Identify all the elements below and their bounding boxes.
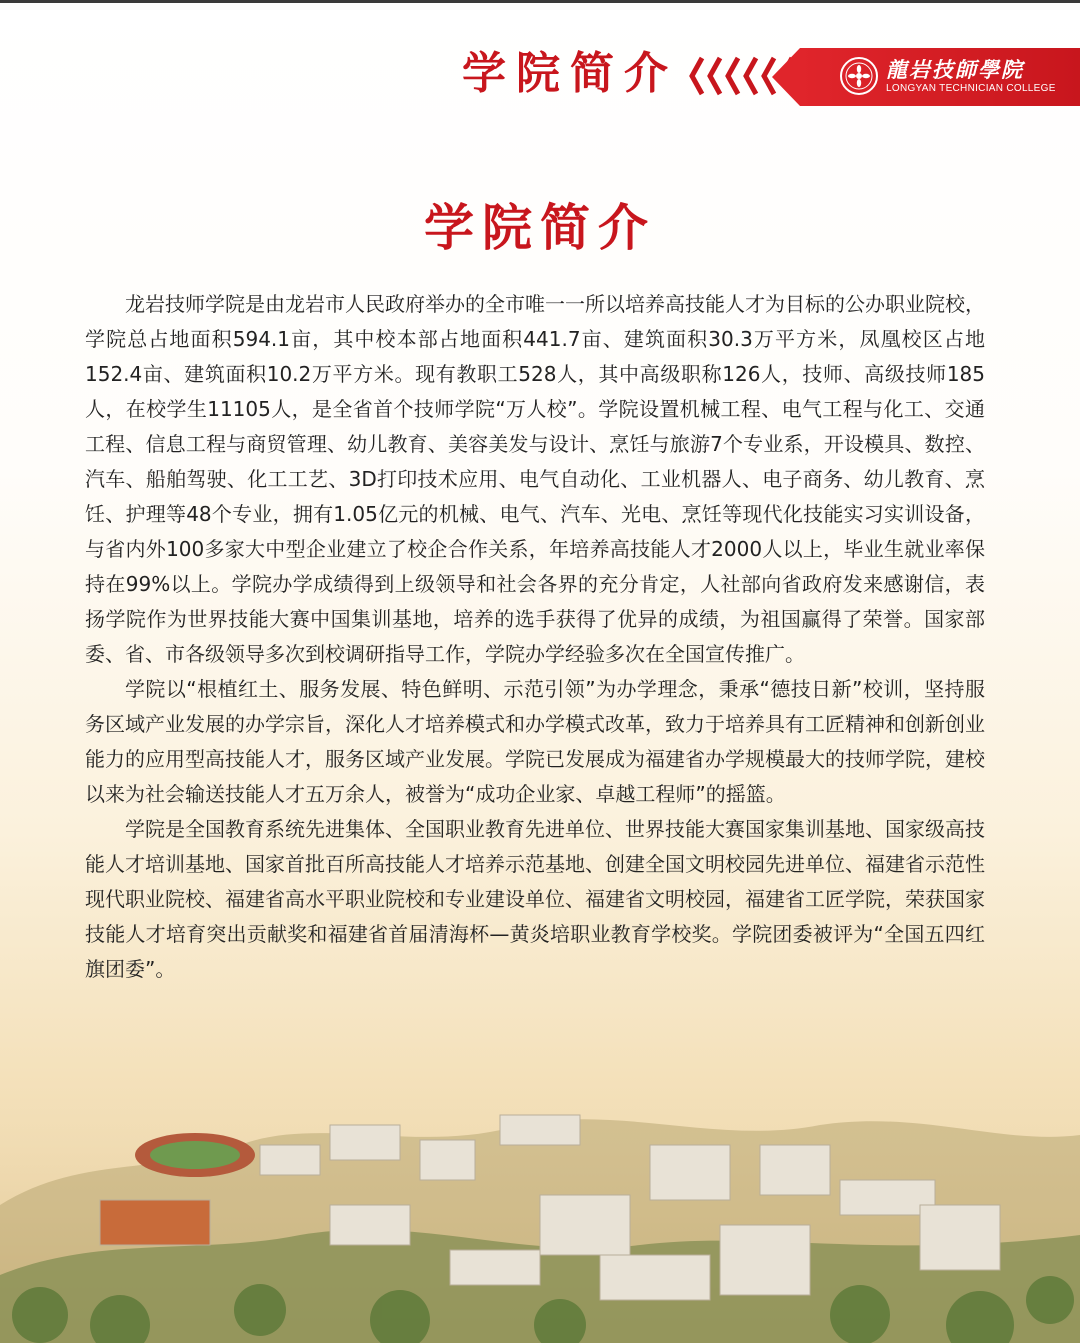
page-title: 学院简介 (424, 198, 656, 257)
header-band (0, 40, 1080, 112)
intro-paragraph-3: 学院是全国教育系统先进集体、全国职业教育先进单位、世界技能大赛国家集训基地、国家级高技能人才培训基地、国家首批百所高技能人才培养示范基地、创建全国文明校园先进单位、福建省示范性现代职业院校、福建省高水平职业院校和专业建设单位、福建省文明校园，福建省工匠学院，荣获国家技能人才培育突出贡献奖和福建省首届清海杯—黄炎培职业教育学校奖。学院团委被评为“全国五四红旗团委”。 (85, 817, 985, 981)
college-name-cn: 龍岩技師學院 (886, 57, 1024, 82)
college-seal-icon (840, 57, 878, 95)
intro-paragraph-1: 龙岩技师学院是由龙岩市人民政府举办的全市唯一一所以培养高技能人才为目标的公办职业院校，学院总占地面积594.1亩，其中校本部占地面积441.7亩、建筑面积30.3万平方米，凤凰校区占地152.4亩、建筑面积10.2万平方米。现有教职工528人，其中高级职称126人，技师、高级技师185人，在校学生11105人，是全省首个技师学院“万人校”。学院设置机械工程、电气工程与化工、交通工程、信息工程与商贸管理、幼儿教育、美容美发与设计、烹饪与旅游7个专业系，开设模具、数控、汽车、船舶驾驶、化工工艺、3D打印技术应用、电气自动化、工业机器人、电子商务、幼儿教育、烹饪、护理等48个专业，拥有1.05亿元的机械、电气、汽车、光电、烹饪等现代化技能实习实训设备，与省内外100多家大中型企业建立了校企合作关系，年培养高技能人才2000人以上，毕业生就业率保持在99%以上。学院办学成绩得到上级领导和社会各界的充分肯定，人社部向省政府发来感谢信，表扬学院作为世界技能大赛中国集训基地，培养的选手获得了优异的成绩，为祖国赢得了荣誉。国家部委、省、市各级领导多次到校调研指导工作，学院办学经验多次在全国宣传推广。 (85, 292, 985, 666)
intro-paragraph-2: 学院以“根植红土、服务发展、特色鲜明、示范引领”为办学理念，秉承“德技日新”校训，坚持服务区域产业发展的办学宗旨，深化人才培养模式和办学模式改革，致力于培养具有工匠精神和创新创业能力的应用型高技能人才，服务区域产业发展。学院已发展成为福建省办学规模最大的技师学院，建校以来为社会输送技能人才五万余人，被誉为“成功企业家、卓越工程师”的摇篮。 (85, 677, 985, 806)
college-name-en: LONGYAN TECHNICIAN COLLEGE (886, 83, 1056, 94)
header-title: 学院简介 (462, 48, 678, 99)
logo-banner (800, 48, 1080, 106)
top-rule (0, 0, 1080, 3)
campus-aerial-illustration (0, 1085, 1080, 1343)
intro-body (85, 287, 985, 987)
